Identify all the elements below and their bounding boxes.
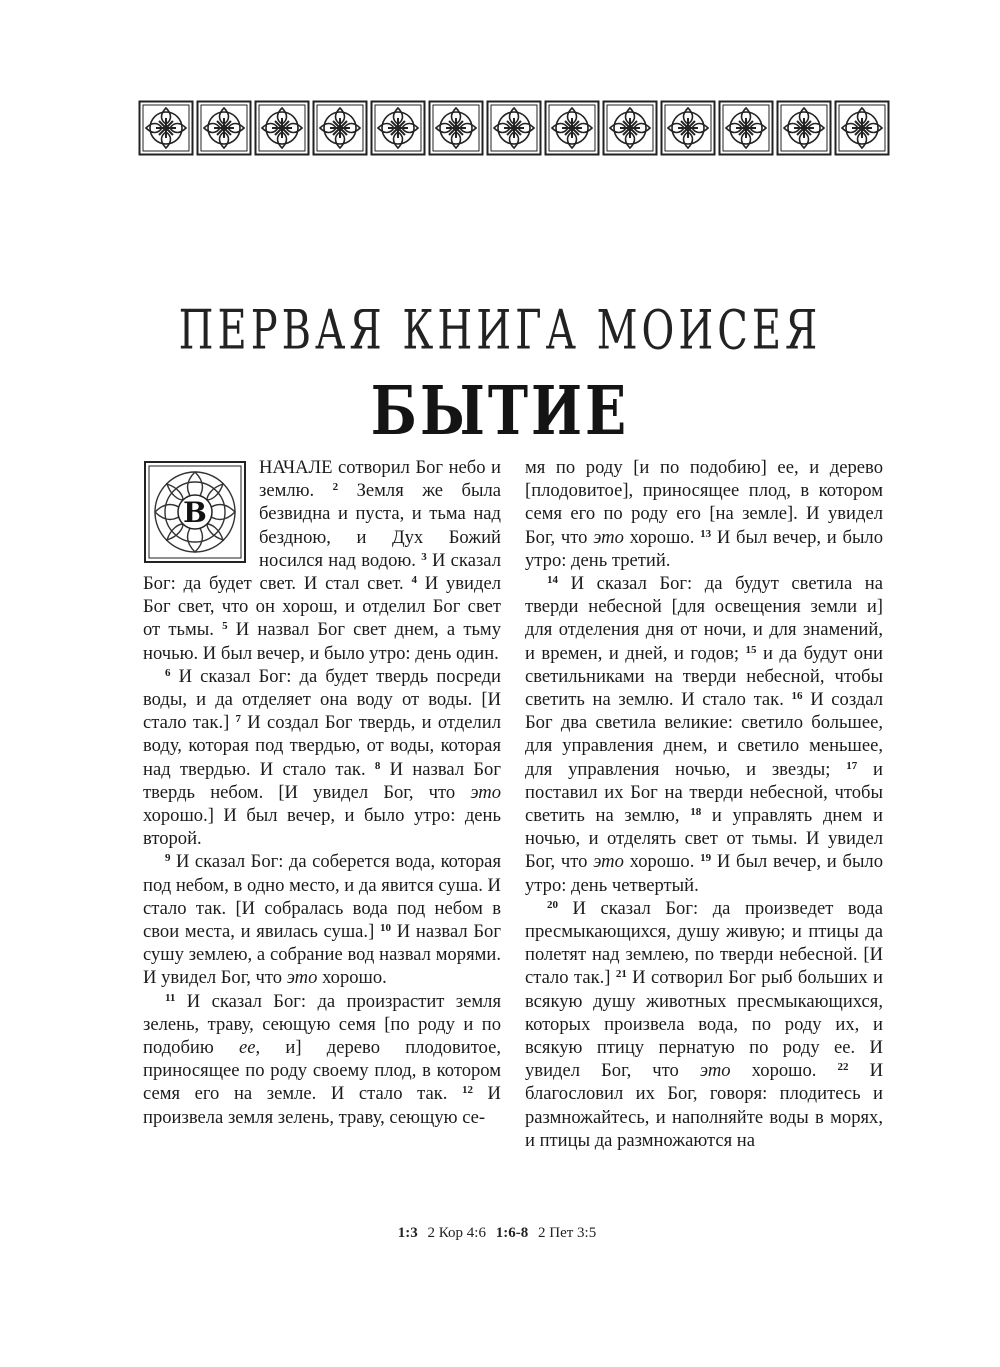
footer-ref-target: 2 Пет 3:5 [537, 1225, 597, 1241]
verse-number: 13 [700, 527, 712, 540]
verse-text: И создал Бог два светила великие: светило большее, для управления днем, и светило меньшее, для управления ночью, и звезды; [525, 689, 883, 780]
rosette-icon [312, 100, 368, 156]
rosette-icon [834, 100, 890, 156]
verse-text: хорошо. [317, 967, 387, 989]
paragraph [525, 897, 883, 1152]
italic-word: это [470, 781, 501, 803]
verse-text: мя по роду [и по подобию] ее, и дерево [плодовитое], приносящее плод, в котором семя его по роду его [на земле]. И увидел Бог, что [525, 457, 883, 548]
rosette-icon [602, 100, 658, 156]
verse-number: 17 [846, 759, 858, 772]
text-column-left [143, 456, 501, 1129]
verse-text: И создал Бог твердь, и отделил воду, которая под твердью, от воды, которая над твердью. И стало так. [143, 712, 501, 780]
paragraph [525, 456, 883, 572]
verse-text: И произвела земля зелень, траву, сеющую се- [143, 1083, 501, 1128]
verse-number: 16 [791, 690, 803, 703]
italic-word: это [593, 851, 624, 873]
rosette-icon [486, 100, 542, 156]
verse-number: 2 [332, 481, 339, 494]
verse-number: 12 [461, 1084, 473, 1097]
verse-number: 22 [837, 1061, 849, 1074]
verse-text: хорошо.] И был вечер, и было утро: день второй. [143, 805, 501, 850]
verse-text: И увидел Бог свет, что он хорош, и отделил Бог свет от тьмы. [143, 573, 501, 641]
italic-word: это [286, 967, 318, 989]
verse-text: И сказал Бог: да произрастит земля зелень, траву, сеющую семя [по роду и по подобию [143, 990, 501, 1059]
rosette-icon [196, 100, 252, 156]
verse-text: И сказал Бог: да будет свет. И стал свет. [143, 549, 501, 595]
dropcap-letter: В [183, 496, 207, 529]
verse-text: и да будут они светильниками на тверди небесной, чтобы светить на землю. И стало так. [525, 642, 883, 711]
verse-text: хорошо. [730, 1060, 838, 1082]
footer-ref-verse: 1:3 [397, 1225, 418, 1241]
verse-text: , и] дерево плодовитое, приносящее по роду своему плод, в котором семя его на земле. И стало так. [143, 1037, 502, 1105]
rosette-icon [254, 100, 310, 156]
verse-text: И сказал Бог: да будет твердь посреди воды, и да отделяет она воду от воды. [И стало так.] [143, 665, 501, 734]
text-column-right [525, 456, 883, 1152]
verse-text: И сказал Бог: да будут светила на тверди небесной [для освещения земли и] для отделения дня от ночи, и для знамений, и времен, и дней, и годов; [525, 573, 883, 664]
verse-text: И сотворил Бог рыб больших и всякую душу животных пресмыкающихся, которых произвела вода, по роду их, и всякую птицу пернатую по роду ее. И увидел Бог, что [525, 967, 883, 1082]
verse-number: 11 [165, 991, 176, 1004]
paragraph [143, 665, 501, 851]
cross-references [0, 1225, 1000, 1242]
verse-number: 19 [700, 852, 712, 865]
footer-ref-target: 2 Кор 4:6 [427, 1225, 486, 1241]
rosette-icon [776, 100, 832, 156]
verse-number: 20 [547, 898, 558, 911]
verse-text: НАЧАЛЕ сотворил Бог небо и землю. [259, 457, 501, 502]
rosette-icon [370, 100, 426, 156]
verse-text: И благословил их Бог, говоря: плодитесь и размножайтесь, и наполняйте воды в морях, и птицы да размножаются на [525, 1060, 883, 1151]
rosette-frame-icon [143, 460, 247, 564]
verse-text: И сказал Бог: да соберется вода, которая под небом, в одно место, и да явится суша. И стало так. [И собралась вода под небом в свои места, и явилась суша.] [143, 851, 501, 943]
paragraph [143, 990, 501, 1129]
verse-text: И был вечер, и было утро: день третий. [525, 526, 884, 571]
verse-number: 8 [374, 759, 381, 772]
verse-number: 14 [547, 574, 558, 587]
verse-number: 5 [222, 620, 228, 633]
italic-word: ее [239, 1037, 256, 1059]
paragraph [143, 850, 501, 989]
verse-text: И сказал Бог: да произведет вода пресмыкающихся, душу живую; и птицы да полетят над землею, по тверди небесной. [И стало так.] [525, 897, 883, 989]
verse-text: и управлять днем и ночью, и отделять свет от тьмы. И увидел Бог, что [525, 805, 883, 873]
verse-number: 9 [165, 852, 171, 865]
paragraph [525, 572, 883, 897]
verse-number: 3 [421, 550, 427, 563]
verse-number: 6 [165, 666, 171, 679]
verse-number: 10 [380, 922, 391, 935]
rosette-icon [718, 100, 774, 156]
verse-text: И назвал Бог твердь небом. [И увидел Бог, что [143, 758, 501, 803]
verse-text: И был вечер, и было утро: день четвертый. [525, 851, 884, 896]
book-subtitle: ПЕРВАЯ КНИГА МОИСЕЯ [178, 300, 822, 363]
verse-number: 21 [615, 968, 627, 981]
verse-number: 4 [411, 574, 417, 587]
verse-text: И назвал Бог сушу землею, а собрание вод назвал морями. И увидел Бог, что [143, 921, 501, 989]
verse-text: хорошо. [623, 526, 701, 548]
italic-word: это [593, 526, 624, 548]
italic-word: это [699, 1060, 731, 1082]
rosette-icon [660, 100, 716, 156]
verse-number: 15 [745, 643, 757, 656]
footer-ref-verse: 1:6-8 [495, 1225, 529, 1241]
verse-text: Земля же была безвидна и пуста, и тьма над бездною, и Дух Божий носился над водою. [259, 480, 501, 571]
rosette-icon [138, 100, 194, 156]
rosette-icon [428, 100, 484, 156]
rosette-icon [544, 100, 600, 156]
verse-text: И назвал Бог свет днем, а тьму ночью. И был вечер, и было утро: день один. [143, 619, 501, 664]
verse-number: 7 [235, 713, 242, 726]
verse-text: хорошо. [623, 851, 701, 873]
ornament-band [138, 100, 890, 156]
book-title: БЫТИЕ [370, 370, 630, 450]
verse-number: 18 [690, 806, 702, 819]
verse-text: и поставил их Бог на тверди небесной, чтобы светить на землю, [525, 758, 883, 827]
